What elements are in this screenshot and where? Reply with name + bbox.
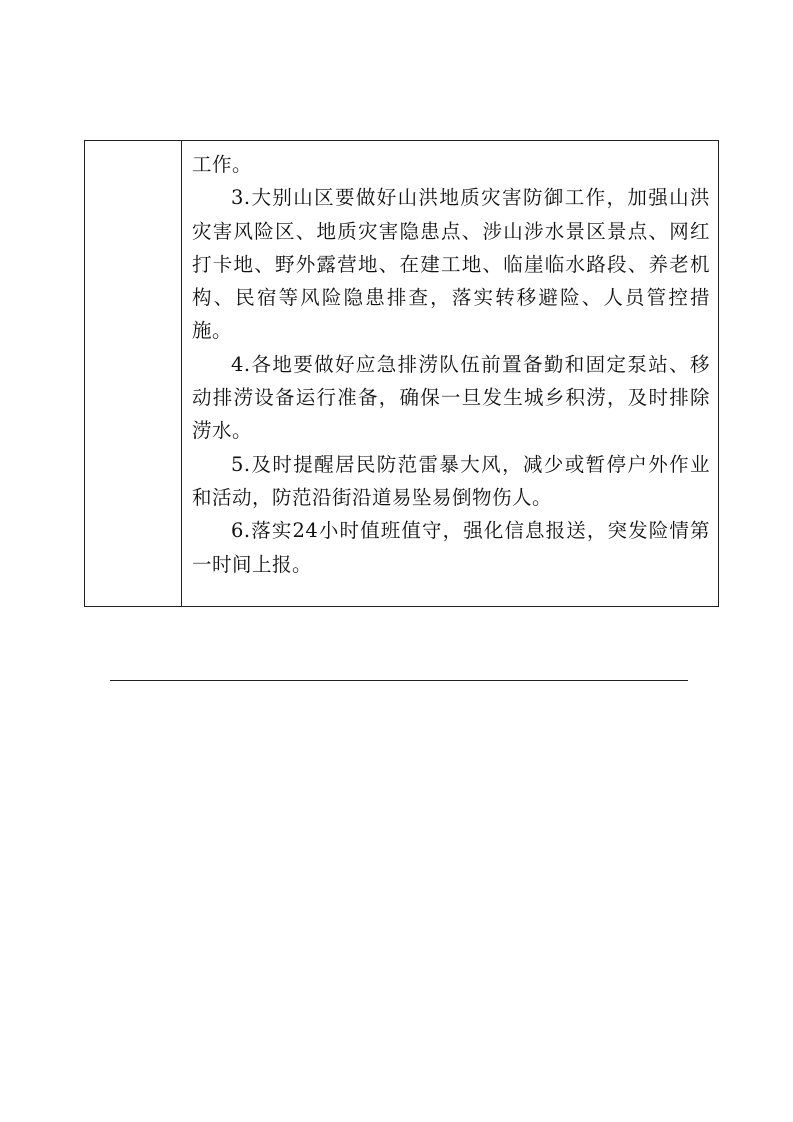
paragraph-item-5: 5.及时提醒居民防范雷暴大风，减少或暂停户外作业和活动，防范沿街沿道易坠易倒物伤人。 — [192, 452, 710, 509]
footer-divider — [110, 680, 688, 681]
measures-table — [84, 140, 719, 607]
paragraph-item-4: 4.各地要做好应急排涝队伍前置备勤和固定泵站、移动排涝设备运行准备，确保一旦发生城乡积涝，及时排除涝水。 — [192, 352, 710, 443]
paragraph-item-6: 6.落实24小时值班值守，强化信息报送，突发险情第一时间上报。 — [192, 519, 710, 576]
table-content-cell — [182, 141, 718, 606]
table-label-cell — [85, 141, 182, 606]
paragraph-continuation: 工作。 — [192, 153, 253, 176]
paragraph-item-3: 3.大别山区要做好山洪地质灾害防御工作，加强山洪灾害风险区、地质灾害隐患点、涉山涉水景区景点、网红打卡地、野外露营地、在建工地、临崖临水路段、养老机构、民宿等风险隐患排查，落实转移避险、人员管控措施。 — [192, 186, 710, 343]
